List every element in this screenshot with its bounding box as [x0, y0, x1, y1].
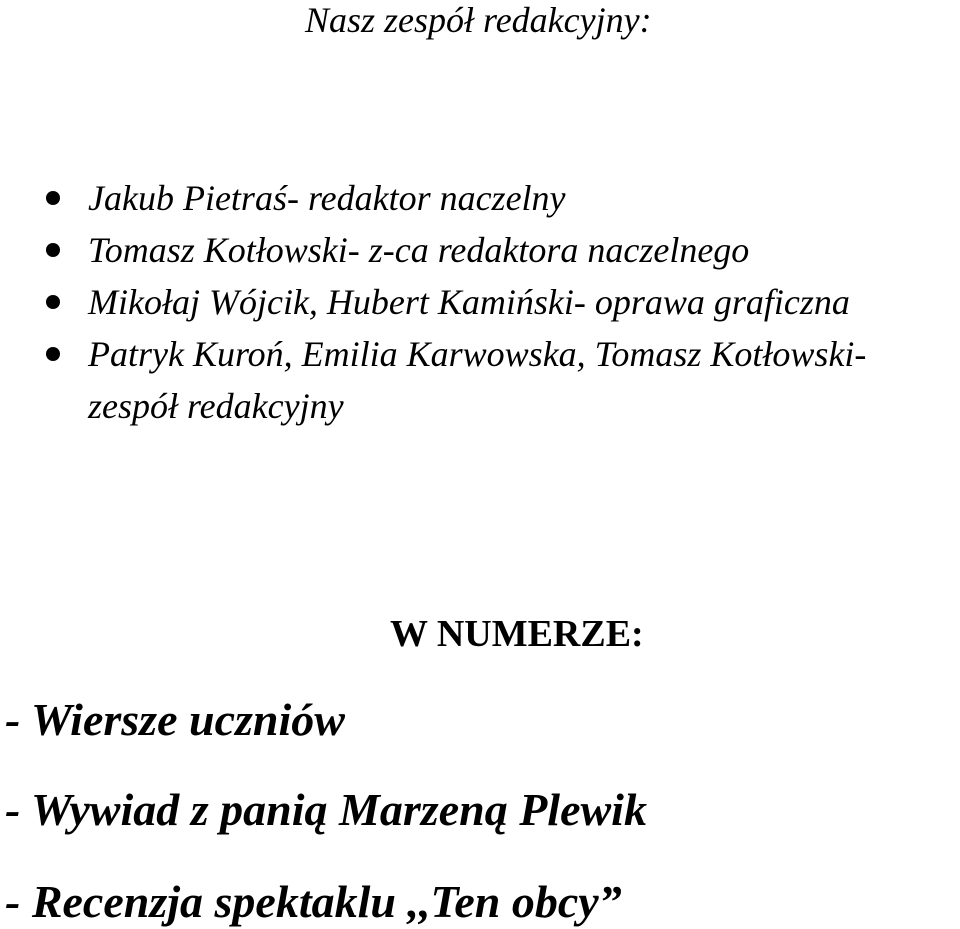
contents-item: - Wywiad z panią Marzeną Plewik — [5, 784, 647, 835]
contents-item: - Recenzja spektaklu ,,Ten obcy” — [5, 876, 622, 927]
bullet-icon — [46, 295, 60, 309]
team-list-item — [0, 328, 960, 432]
editorial-team-list — [0, 172, 960, 432]
team-member-text: Patryk Kuroń, Emilia Karwowska, Tomasz Kotłowski- zespół redakcyjny — [88, 334, 867, 426]
contents-item: - Wiersze uczniów — [5, 694, 345, 745]
bullet-icon — [46, 191, 60, 205]
team-list-item — [0, 276, 960, 328]
team-member-text: Jakub Pietraś- redaktor naczelny — [88, 178, 566, 218]
bullet-icon — [46, 243, 60, 257]
bullet-icon — [46, 347, 60, 361]
page-title: Nasz zespół redakcyjny: — [305, 0, 652, 40]
team-member-text: Mikołaj Wójcik, Hubert Kamiński- oprawa graficzna — [88, 282, 850, 322]
team-list-item — [0, 224, 960, 276]
contents-heading: W NUMERZE: — [390, 613, 644, 655]
team-list-item — [0, 172, 960, 224]
team-member-text: Tomasz Kotłowski- z-ca redaktora naczelnego — [88, 230, 750, 270]
